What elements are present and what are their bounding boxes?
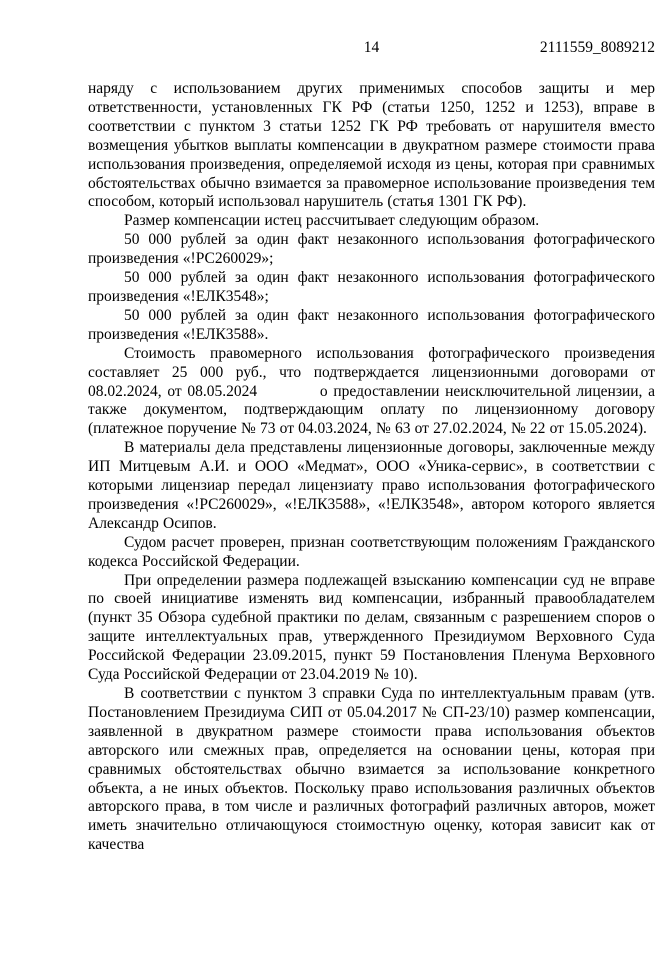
page-header xyxy=(88,38,655,58)
paragraph: В соответствии с пунктом 3 справки Суда по интеллектуальным правам (утв. Постановлением Президиума СИП от 05.04.2017 № СП-23/10) размер компенсации, заявленной в двукратном размере стоимости права использования объектов авторского или смежных прав, определяется на основании цены, которая при сравнимых обстоятельствах обычно взимается за использование конкретного объекта, а не иных объектов. Поскольку право использования различных объектов авторского права, в том числе и различных фотографий различных авторов, может иметь значительно отличающуюся стоимостную оценку, которая зависит как от качества xyxy=(88,685,655,854)
document-body xyxy=(88,80,655,855)
paragraph: При определении размера подлежащей взысканию компенсации суд не вправе по своей инициативе изменять вид компенсации, избранный правообладателем (пункт 35 Обзора судебной практики по делам, связанным с разрешением споров о защите интеллектуальных прав, утвержденного Президиумом Верховного Суда Российской Федерации 23.09.2015, пункт 59 Постановления Пленума Верховного Суда Российской Федерации от 23.04.2019 № 10). xyxy=(88,571,655,684)
paragraph: 50 000 рублей за один факт незаконного использования фотографического произведения «!РС260029»; xyxy=(88,231,655,268)
paragraph: 50 000 рублей за один факт незаконного использования фотографического произведения «!ЕЛК3548»; xyxy=(88,269,655,305)
paragraph: наряду с использованием других применимых способов защиты и мер ответственности, установленных ГК РФ (статьи 1250, 1252 и 1253), вправе в соответствии с пунктом 3 статьи 1252 ГК РФ требовать от нарушителя вместо возмещения убытков выплаты компенсации в двукратном размере стоимости права использования произведения, определяемой исходя из цены, которая при сравнимых обстоятельствах обычно взимается за правомерное использование произведения тем способом, который использовал нарушитель (статья 1301 ГК РФ). xyxy=(88,80,655,211)
paragraph: Судом расчет проверен, признан соответствующим положениям Гражданского кодекса Российской Федерации. xyxy=(88,533,655,570)
paragraph: Стоимость правомерного использования фотографического произведения составляет 25 000 руб., что подтверждается лицензионными договорами от 08.02.2024, от 08.05.2024 о предоставлении неисключительной лицензии, а также документом, подтверждающим оплату по лицензионному договору (платежное поручение № 73 от 04.03.2024, № 63 от 27.02.2024, № 22 от 15.05.2024). xyxy=(88,344,655,438)
paragraph: В материалы дела представлены лицензионные договоры, заключенные между ИП Митцевым А.И. и ООО «Медмат», ООО «Уника-сервис», в соответствии с которыми лицензиар передал лицензиату право использования фотографического произведения «!РС260029», «!ЕЛК3588», «!ЕЛК3548», автором которого является Александр Осипов. xyxy=(88,439,655,532)
paragraph: 50 000 рублей за один факт незаконного использования фотографического произведения «!ЕЛК3588». xyxy=(88,306,655,343)
paragraph: Размер компенсации истец рассчитывает следующим образом. xyxy=(124,212,540,230)
page-number: 14 xyxy=(363,39,380,56)
document-id: 2111559_8089212 xyxy=(539,39,655,56)
